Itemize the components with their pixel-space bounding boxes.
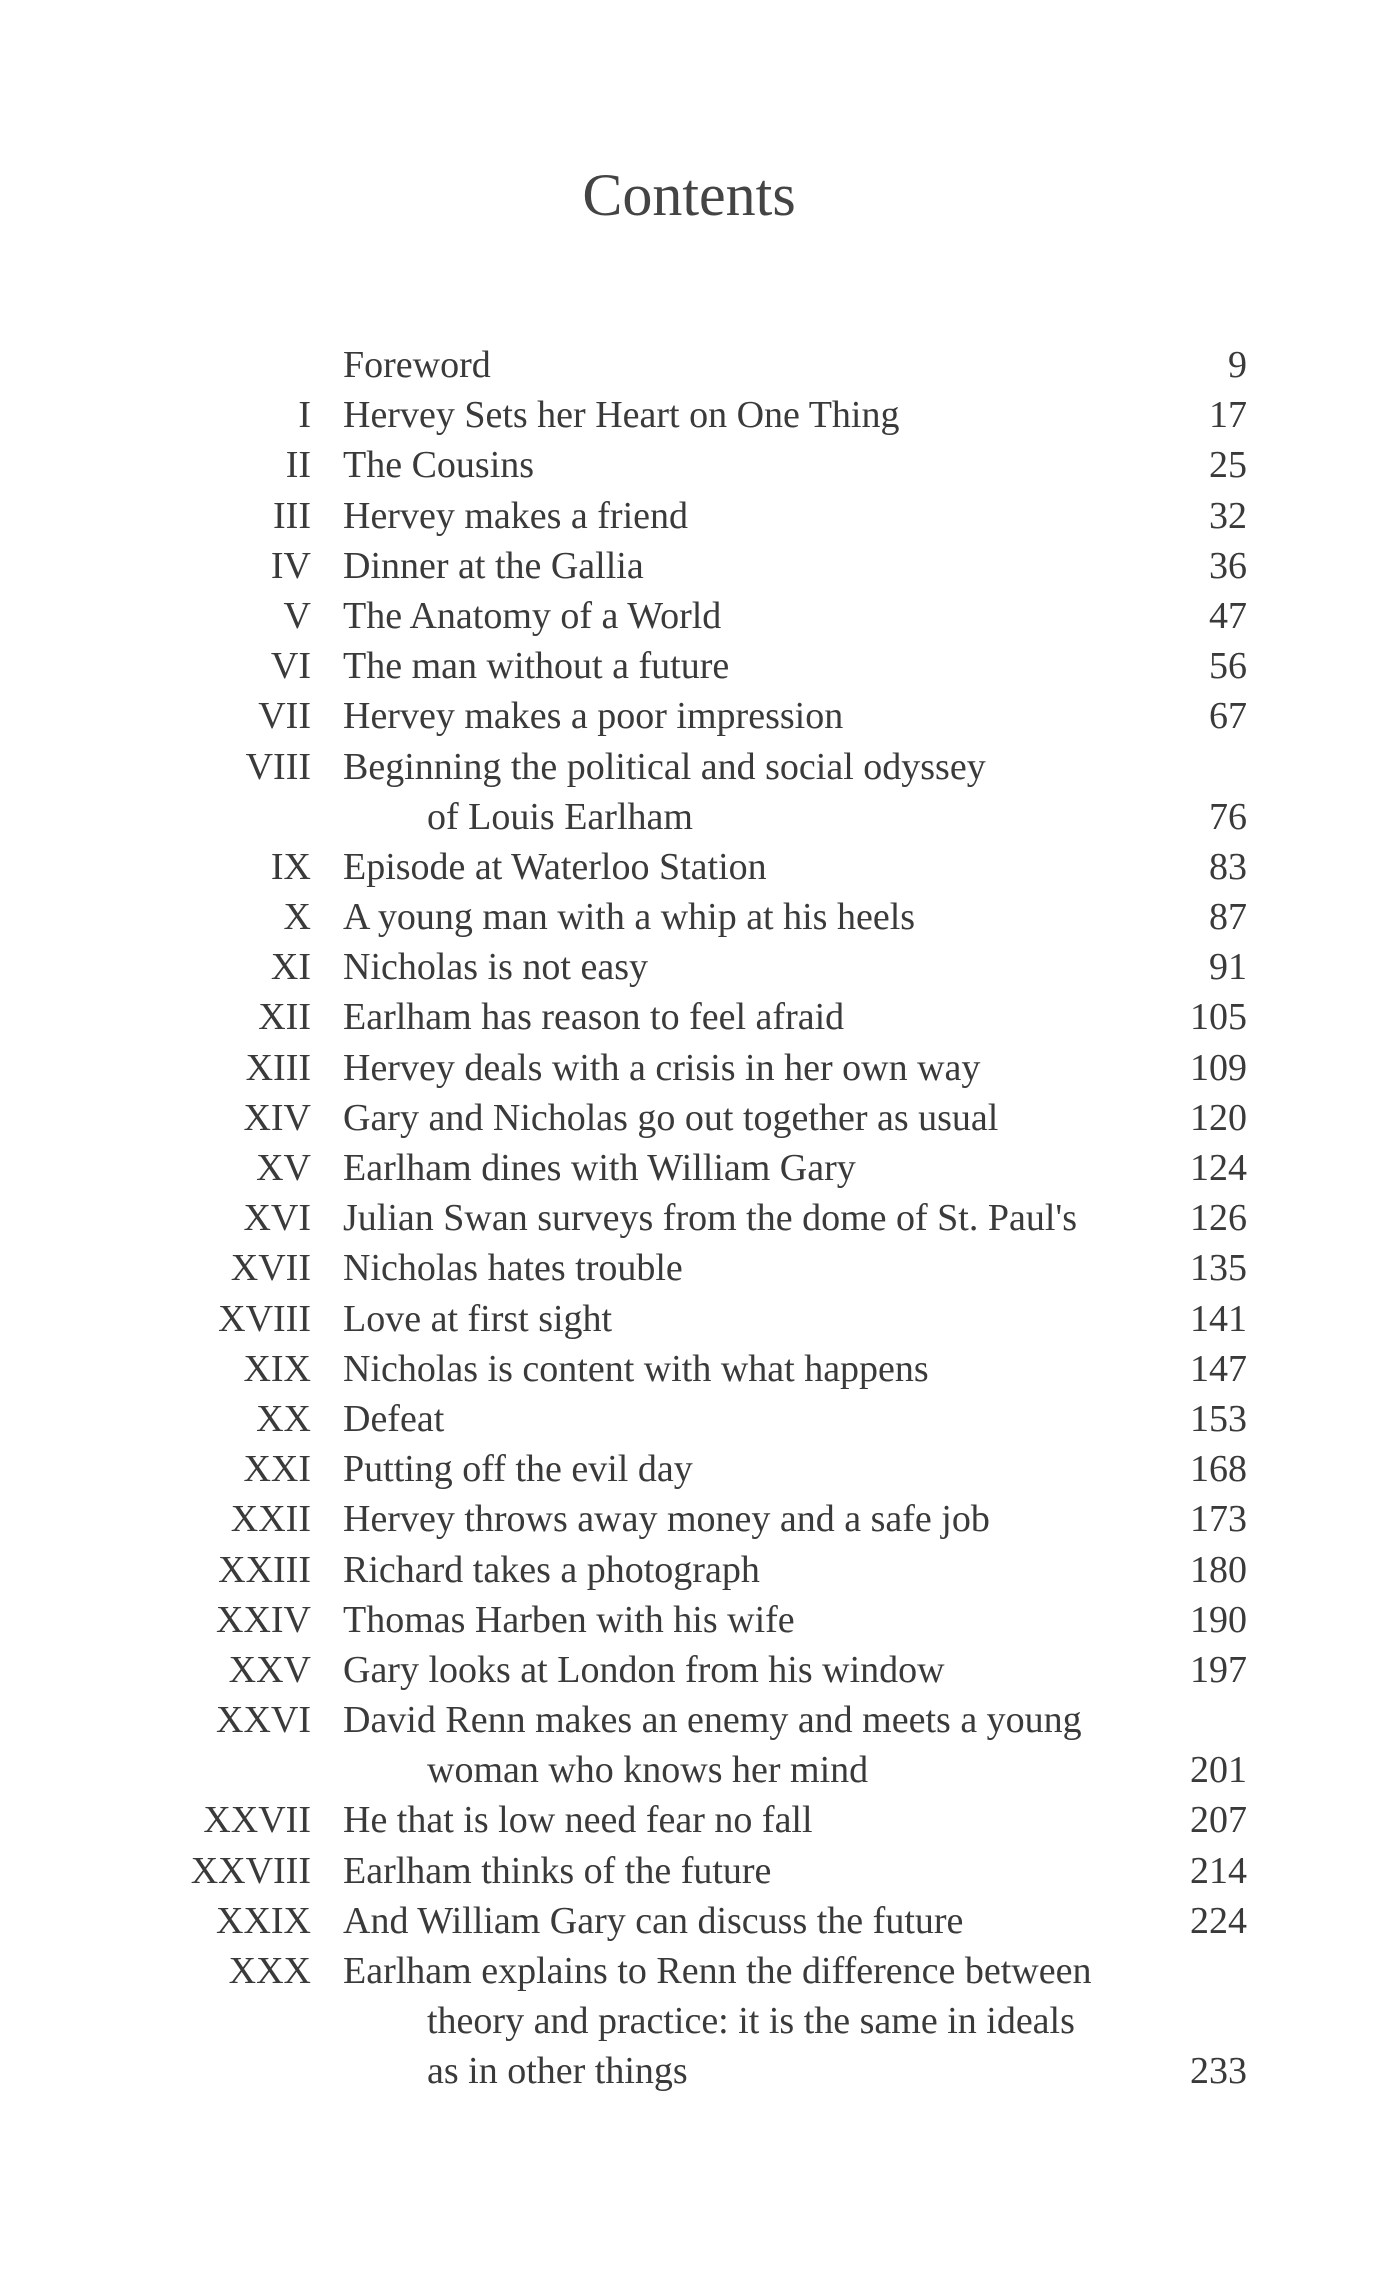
page-number: 47: [1209, 594, 1247, 637]
toc-entry-line: [0, 1545, 1378, 1595]
chapter-title: Earlham explains to Renn the difference between: [343, 1950, 1092, 1992]
toc-entry: [0, 1896, 1378, 1946]
chapter-number: XII: [258, 996, 311, 1039]
toc-entry: [0, 641, 1378, 691]
toc-entry-line: [0, 340, 1378, 390]
page-number: 201: [1190, 1749, 1247, 1792]
chapter-title: The Cousins: [343, 444, 535, 487]
toc-entry: [0, 340, 1378, 390]
toc-entry-line: [0, 1093, 1378, 1143]
chapter-title: Hervey makes a poor impression: [343, 695, 844, 738]
chapter-title: And William Gary can discuss the future: [343, 1899, 964, 1942]
toc-entry: [0, 992, 1378, 1042]
chapter-title: Thomas Harben with his wife: [343, 1598, 795, 1641]
toc-entry-line: [0, 440, 1378, 490]
toc-entry-line: [0, 1695, 1378, 1745]
toc-entry-line: [0, 491, 1378, 541]
toc-entry: [0, 1294, 1378, 1344]
table-of-contents: [0, 340, 1378, 2097]
page-number: 126: [1190, 1197, 1247, 1240]
toc-entry-line: [0, 1193, 1378, 1243]
chapter-title: Hervey throws away money and a safe job: [343, 1498, 990, 1541]
chapter-number: VI: [270, 645, 311, 688]
toc-entry: [0, 1143, 1378, 1193]
toc-entry-line: [0, 1745, 1378, 1795]
chapter-number: XXI: [243, 1448, 311, 1491]
chapter-title: The man without a future: [343, 645, 730, 688]
page-number: 173: [1190, 1498, 1247, 1541]
toc-entry: [0, 1946, 1378, 2097]
chapter-title: Hervey makes a friend: [343, 494, 689, 537]
page-number: 141: [1190, 1297, 1247, 1340]
toc-entry-line: [0, 742, 1378, 792]
toc-entry: [0, 1494, 1378, 1544]
chapter-title: He that is low need fear no fall: [343, 1799, 813, 1842]
chapter-number: XXIII: [218, 1548, 311, 1591]
page-number: 224: [1190, 1899, 1247, 1942]
page-number: 87: [1209, 896, 1247, 939]
chapter-number: X: [283, 896, 311, 939]
chapter-number: XX: [256, 1397, 311, 1440]
page-number: 207: [1190, 1799, 1247, 1842]
chapter-number: XXVII: [203, 1799, 311, 1842]
toc-entry-line: [0, 792, 1378, 842]
toc-entry: [0, 491, 1378, 541]
chapter-title: Nicholas is not easy: [343, 946, 649, 989]
toc-entry-line: [0, 591, 1378, 641]
chapter-title: Love at first sight: [343, 1297, 613, 1340]
toc-entry-line: [0, 892, 1378, 942]
chapter-number: XXVIII: [190, 1849, 311, 1892]
toc-entry: [0, 1846, 1378, 1896]
page-number: 153: [1190, 1397, 1247, 1440]
chapter-title: Putting off the evil day: [343, 1448, 693, 1491]
chapter-number: III: [273, 494, 311, 537]
toc-entry-line: [0, 1344, 1378, 1394]
chapter-title: of Louis Earlham: [427, 795, 693, 838]
toc-entry-line: [0, 1996, 1378, 2046]
chapter-title: Episode at Waterloo Station: [343, 845, 767, 888]
chapter-number: I: [298, 394, 311, 437]
toc-entry: [0, 1043, 1378, 1093]
page-number: 109: [1190, 1046, 1247, 1089]
toc-entry: [0, 1444, 1378, 1494]
toc-entry-line: [0, 2046, 1378, 2096]
chapter-title: David Renn makes an enemy and meets a young: [343, 1699, 1082, 1742]
chapter-title: Gary looks at London from his window: [343, 1648, 945, 1691]
page-number: 124: [1190, 1147, 1247, 1189]
chapter-number: V: [283, 594, 311, 637]
chapter-number: XIV: [243, 1096, 311, 1139]
toc-entry: [0, 1394, 1378, 1444]
toc-entry: [0, 1243, 1378, 1293]
page-title: Contents: [582, 162, 796, 228]
page-number: 197: [1190, 1648, 1247, 1691]
chapter-title: Julian Swan surveys from the dome of St. Paul's: [343, 1197, 1078, 1240]
toc-entry: [0, 1193, 1378, 1243]
toc-entry: [0, 390, 1378, 440]
chapter-title: Hervey deals with a crisis in her own way: [343, 1046, 981, 1089]
page-number: 36: [1209, 544, 1247, 587]
page-number: 120: [1190, 1096, 1247, 1139]
toc-entry-line: [0, 1444, 1378, 1494]
page-number: 25: [1209, 444, 1247, 487]
chapter-number: XIII: [245, 1046, 311, 1089]
toc-entry: [0, 1344, 1378, 1394]
page-number: 190: [1190, 1598, 1247, 1641]
chapter-title: A young man with a whip at his heels: [343, 896, 916, 939]
toc-entry: [0, 1795, 1378, 1845]
toc-entry: [0, 1595, 1378, 1645]
chapter-title: Hervey Sets her Heart on One Thing: [343, 394, 900, 437]
chapter-title: Beginning the political and social odyssey: [343, 745, 986, 788]
chapter-number: XVII: [230, 1247, 311, 1290]
chapter-number: XVI: [243, 1197, 311, 1240]
page-number: 168: [1190, 1448, 1247, 1491]
chapter-title: The Anatomy of a World: [343, 594, 722, 637]
toc-entry-line: [0, 1494, 1378, 1544]
toc-entry-line: [0, 1846, 1378, 1896]
chapter-title: as in other things: [427, 2050, 688, 2093]
chapter-number: XIX: [243, 1347, 311, 1390]
page-number: 67: [1209, 695, 1247, 738]
toc-entry: [0, 1695, 1378, 1795]
toc-entry-line: [0, 541, 1378, 591]
toc-entry: [0, 842, 1378, 892]
toc-entry-line: [0, 1394, 1378, 1444]
toc-entry: [0, 742, 1378, 842]
toc-entry: [0, 691, 1378, 741]
page-number: 32: [1209, 494, 1247, 537]
toc-entry-line: [0, 992, 1378, 1042]
chapter-number: XXIX: [216, 1899, 311, 1942]
toc-entry: [0, 591, 1378, 641]
toc-entry: [0, 1645, 1378, 1695]
toc-entry-line: [0, 842, 1378, 892]
chapter-title: Earlham has reason to feel afraid: [343, 996, 845, 1039]
chapter-number: XXVI: [216, 1699, 311, 1742]
chapter-title: Nicholas hates trouble: [343, 1247, 683, 1290]
page-number: 9: [1228, 344, 1247, 386]
toc-entry: [0, 541, 1378, 591]
page-number: 180: [1190, 1548, 1247, 1591]
chapter-number: XI: [270, 946, 311, 989]
toc-entry-line: [0, 691, 1378, 741]
chapter-number: VII: [258, 695, 311, 738]
chapter-title: Foreword: [343, 344, 491, 386]
chapter-title: Earlham thinks of the future: [343, 1849, 772, 1892]
page-number: 105: [1190, 996, 1247, 1039]
page-number: 76: [1209, 795, 1247, 838]
toc-entry-line: [0, 942, 1378, 992]
chapter-number: XXV: [228, 1648, 311, 1691]
chapter-number: XXX: [228, 1950, 311, 1992]
page-number: 147: [1190, 1347, 1247, 1390]
toc-entry-line: [0, 1143, 1378, 1193]
chapter-number: XV: [256, 1147, 311, 1189]
toc-entry-line: [0, 1795, 1378, 1845]
chapter-title: Richard takes a photograph: [343, 1548, 760, 1591]
chapter-number: IV: [270, 544, 311, 587]
page-number: 91: [1209, 946, 1247, 989]
chapter-title: Nicholas is content with what happens: [343, 1347, 929, 1390]
chapter-number: XVIII: [218, 1297, 311, 1340]
page-number: 135: [1190, 1247, 1247, 1290]
toc-entry-line: [0, 641, 1378, 691]
chapter-number: II: [285, 444, 311, 487]
page-number: 83: [1209, 845, 1247, 888]
chapter-title: Earlham dines with William Gary: [343, 1147, 856, 1189]
toc-entry-line: [0, 1595, 1378, 1645]
chapter-title: woman who knows her mind: [427, 1749, 869, 1792]
toc-entry-line: [0, 1946, 1378, 1996]
chapter-number: XXII: [230, 1498, 311, 1541]
chapter-title: theory and practice: it is the same in ideals: [427, 2000, 1075, 2043]
chapter-title: Defeat: [343, 1397, 445, 1440]
page-number: 214: [1190, 1849, 1247, 1892]
toc-entry-line: [0, 1294, 1378, 1344]
toc-entry: [0, 942, 1378, 992]
toc-entry: [0, 892, 1378, 942]
chapter-number: VIII: [245, 745, 311, 788]
chapter-number: IX: [270, 845, 311, 888]
page-number: 233: [1190, 2050, 1247, 2093]
toc-entry-line: [0, 1896, 1378, 1946]
toc-entry-line: [0, 1645, 1378, 1695]
chapter-number: XXIV: [216, 1598, 311, 1641]
toc-entry-line: [0, 390, 1378, 440]
page-number: 56: [1209, 645, 1247, 688]
toc-entry: [0, 1545, 1378, 1595]
chapter-title: Dinner at the Gallia: [343, 544, 644, 587]
toc-entry: [0, 440, 1378, 490]
toc-entry-line: [0, 1243, 1378, 1293]
chapter-title: Gary and Nicholas go out together as usual: [343, 1096, 999, 1139]
toc-entry: [0, 1093, 1378, 1143]
page-number: 17: [1209, 394, 1247, 437]
toc-entry-line: [0, 1043, 1378, 1093]
